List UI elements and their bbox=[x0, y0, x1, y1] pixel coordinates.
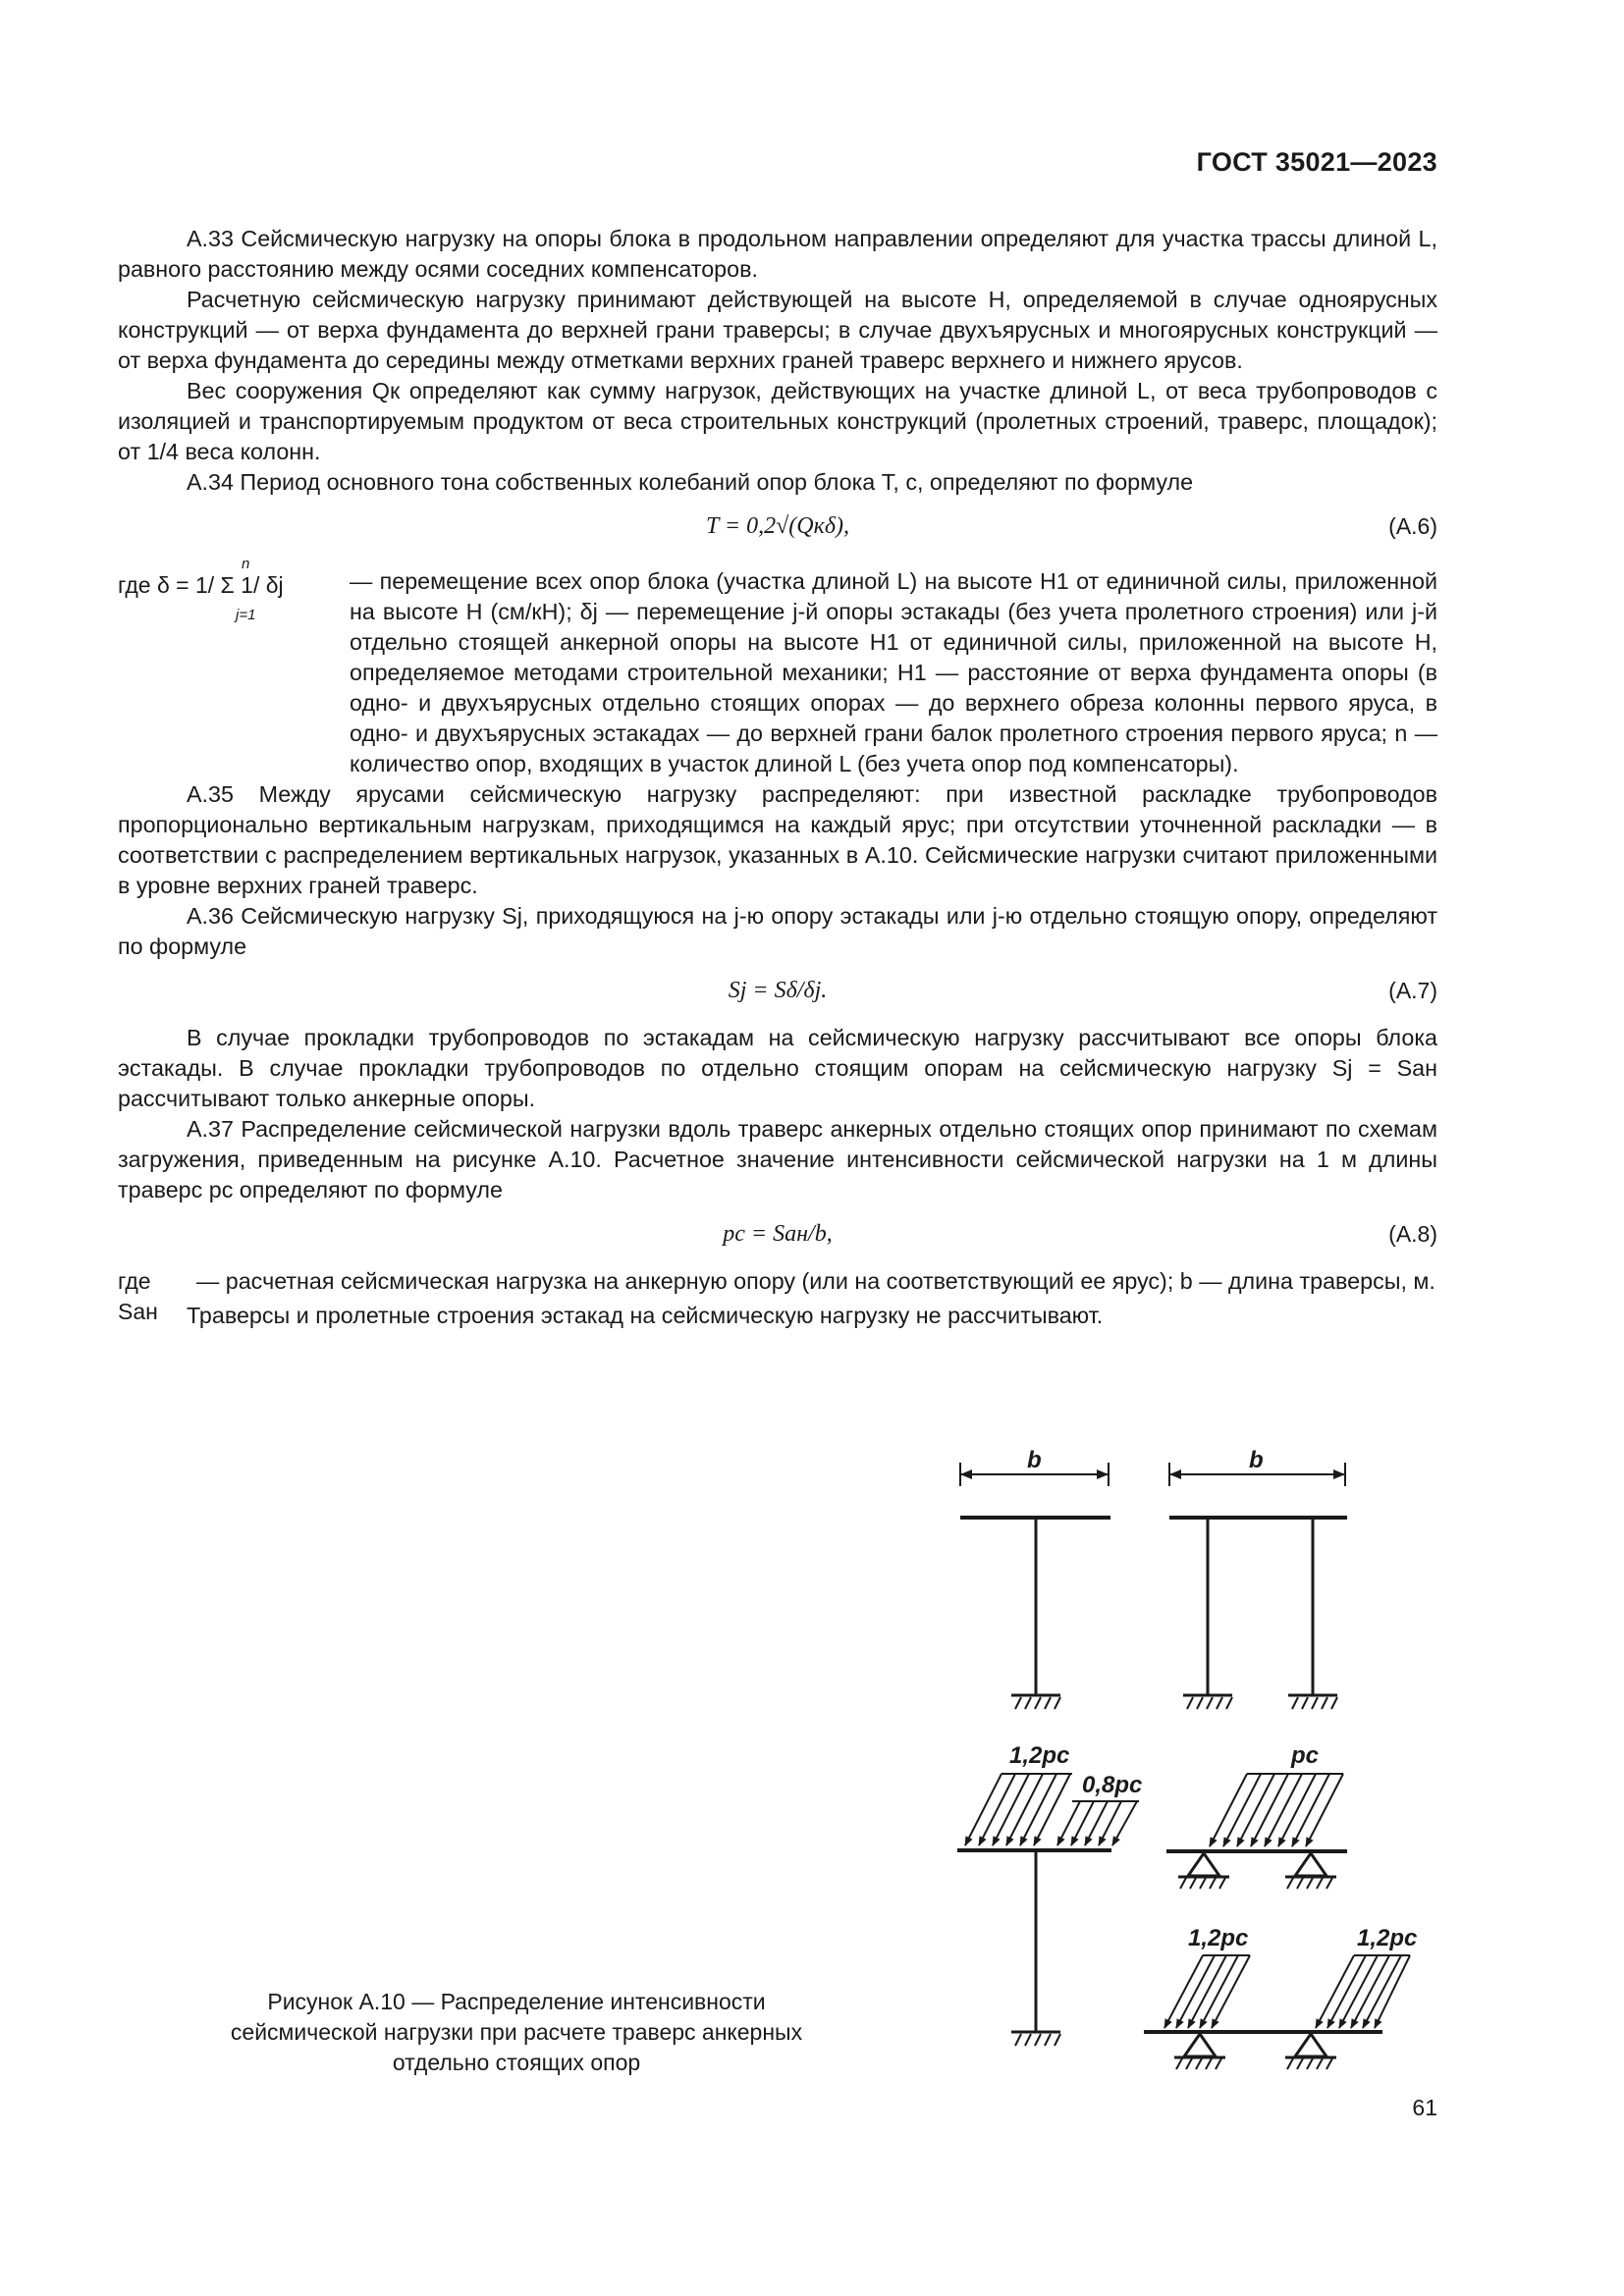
diagram-single-column bbox=[960, 1463, 1110, 1709]
diagram-column-load bbox=[957, 1774, 1139, 2046]
paragraph-a33: А.33 Сейсмическую нагрузку на опоры блока в продольном направлении определяют для участка трассы длиной L, равного расстоянию между осями соседних компенсаторов. bbox=[118, 226, 1437, 282]
document-code: ГОСТ 35021—2023 bbox=[1196, 147, 1437, 177]
sum-upper-limit: n bbox=[242, 556, 250, 572]
diagram-beam-uniform-load bbox=[1166, 1774, 1347, 1889]
label-pc: pc bbox=[1291, 1742, 1320, 1769]
paragraph-traversy: Траверсы и пролетные строения эстакад на сейсмическую нагрузку не рассчитывают. bbox=[187, 1303, 1104, 1328]
paragraph-a37: А.37 Распределение сейсмической нагрузки вдоль траверс анкерных отдельно стоящих опор принимают по схемам загружения, приведенным на рисунке А.10. Расчетное значение интенсивности сейсмической нагрузки на 1 м длины траверс pc определяют по формуле bbox=[118, 1116, 1437, 1202]
where-san-text: — расчетная сейсмическая нагрузка на анкерную опору (или на соответствующий ее ярус); b — длина траверсы, м. bbox=[196, 1268, 1435, 1294]
label-12pc-right-end: 1,2pc bbox=[1357, 1925, 1418, 1951]
where-delta-expression: где δ = 1/ Σ 1/ δj bbox=[118, 572, 284, 598]
diagram-portal-frame bbox=[1169, 1463, 1347, 1709]
formula-a6: T = 0,2√(Qкδ), bbox=[706, 513, 849, 539]
paragraph-a34: А.34 Период основного тона собственных колебаний опор блока T, с, определяют по формуле bbox=[187, 469, 1194, 495]
formula-a8-number: (А.8) bbox=[1388, 1221, 1437, 1247]
diagram-beam-end-loads bbox=[1144, 1955, 1410, 2069]
label-08pc: 0,8pc bbox=[1082, 1772, 1143, 1798]
paragraph-weight: Вес сооружения Qк определяют как сумму нагрузок, действующих на участке длиной L, от веса трубопроводов с изоляцией и транспортируемым продуктом от веса строительных конструкций (пролетных строений, траверс, площадок); от 1/4 веса колонн. bbox=[118, 378, 1437, 464]
formula-a7: Sj = Sδ/δj. bbox=[728, 978, 828, 1003]
formula-a7-number: (А.7) bbox=[1388, 978, 1437, 1003]
label-b-right: b bbox=[1249, 1447, 1264, 1473]
paragraph-height: Расчетную сейсмическую нагрузку принимают действующей на высоте H, определяемой в случае одноярусных конструкций — от верха фундамента до верхней грани траверсы; в случае двухъярусных и многоярусных конструкций — от верха фундамента до середины между отметками верхних граней траверс верхнего и нижнего ярусов. bbox=[118, 287, 1437, 373]
label-12pc-column: 1,2pc bbox=[1009, 1742, 1070, 1769]
paragraph-estakady: В случае прокладки трубопроводов по эстакадам на сейсмическую нагрузку рассчитывают все опоры блока эстакады. В случае прокладки трубопроводов по отдельно стоящим опорам на сейсмическую нагрузку Sj = Sан рассчитывают только анкерные опоры. bbox=[118, 1025, 1437, 1111]
label-b-left: b bbox=[1027, 1447, 1042, 1473]
paragraph-a35: А.35 Между ярусами сейсмическую нагрузку распределяют: при известной раскладке трубопроводов пропорционально вертикальным нагрузкам, приходящимся на каждый ярус; при отсутствии уточненной раскладки — в соответствии с распределением вертикальных нагрузок, указанных в А.10. Сейсмические нагрузки считают приложенными в уровне верхних граней траверс. bbox=[118, 781, 1437, 898]
where-san-lead: где Sан bbox=[118, 1268, 158, 1324]
label-12pc-left-end: 1,2pc bbox=[1188, 1925, 1249, 1951]
formula-a8: pc = Sан/b, bbox=[723, 1221, 833, 1247]
sum-lower-limit: j=1 bbox=[236, 607, 256, 623]
paragraph-a36: А.36 Сейсмическую нагрузку Sj, приходящуюся на j-ю опору эстакады или j-ю отдельно стоящую опору, определяют по формуле bbox=[118, 903, 1437, 959]
figure-caption: Рисунок А.10 — Распределение интенсивности сейсмической нагрузки при расчете траверс анкерных отдельно стоящих опор bbox=[230, 1989, 803, 2075]
formula-a6-number: (А.6) bbox=[1388, 513, 1437, 539]
page-number: 61 bbox=[1412, 2095, 1437, 2120]
where-delta-text: — перемещение всех опор блока (участка длиной L) на высоте H1 от единичной силы, приложенной на высоте H (см/кН); δj — перемещение j-й опоры эстакады (без учета пролетного строения) или j-й отдельно стоящей анкерной опоры на высоте H1 от единичной силы, приложенной на высоте H, определяемое методами строительной механики; H1 — расстояние от верха фундамента опоры (в одно- и двухъярусных отдельно стоящих опорах — до верхнего обреза колонны первого яруса, в одно- и двухъярусных эстакадах — до верхней грани балок пролетного строения первого яруса; n — количество опор, входящих в участок длиной L (без учета опор под компенсаторы). bbox=[350, 568, 1437, 776]
